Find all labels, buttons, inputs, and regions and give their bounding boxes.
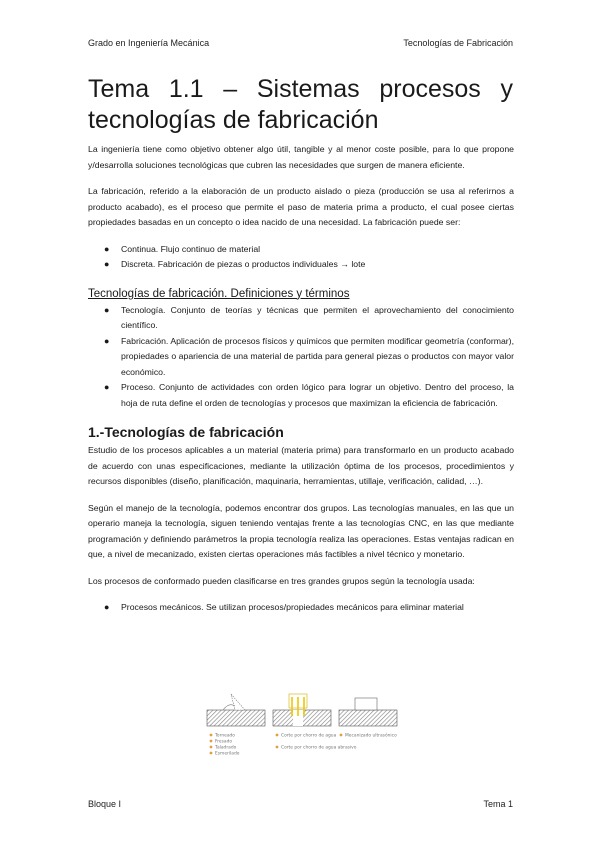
section1-paragraph-2: Según el manejo de la tecnología, podemos encontrar dos grupos. Las tecnologías manuales, en las que un operario maneja la tecnología, siguen teniendo ventajas frente a las tecnologías CNC, en las que mediante programación y definiendo parámetros la propia tecnología realiza las operaciones. Estas ventajas radican en que, a nivel de mecanizado, existen ciertas operaciones más factibles a nivel técnico y monetario.: [88, 502, 514, 559]
section1-paragraph-1: Estudio de los procesos aplicables a un material (materia prima) para transformarlo en un producto acabado de acuerdo con unas especificaciones, mediante la utilización óptima de los procesos, procedimientos y recursos disponibles (diseño, planificación, maquinaria, herramientas, utillaje, verificación, calidad, …).: [88, 445, 514, 486]
list-item: ● Proceso. Conjunto de actividades con orden lógico para lograr un objetivo. Dentro del proceso, la hoja de ruta define el orden de tecnologías y procesos que maximizan la eficiencia de fabricación.: [104, 382, 514, 408]
procesos-list: [88, 600, 514, 616]
fabricacion-paragraph: La fabricación, referido a la elaboración de un producto aislado o pieza (producción se usa al referirnos a producto acabado), es el proceso que permite el paso de materia prima a producto, el cual posee ciertas propiedades basadas en un concepto o idea nacido de una necesidad. La fabricación puede ser:: [88, 186, 514, 227]
workpiece-shape: [207, 710, 265, 726]
intro-paragraph: La ingeniería tiene como objetivo obtener algo útil, tangible y al menor coste posible, para lo que propone y/desarrolla soluciones tecnológicas que cubren las necesidades que surgen de manera eficiente.: [88, 144, 514, 170]
document-body: [88, 142, 514, 626]
svg-text:Corte por chorro de agua abras: Corte por chorro de agua abrasivo: [281, 745, 357, 751]
bullet-icon: ●: [104, 602, 110, 612]
bullet-icon: ●: [104, 304, 110, 315]
svg-text:Mecanizado ultrasónico: Mecanizado ultrasónico: [345, 733, 397, 739]
bullet-icon: ●: [104, 335, 110, 346]
svg-text:Esmerilado: Esmerilado: [215, 751, 240, 757]
section1-paragraph-3: Los procesos de conformado pueden clasificarse en tres grandes grupos según la tecnología usada:: [88, 575, 475, 586]
footer-right: Tema 1: [483, 799, 513, 809]
list-item: ● Tecnología. Conjunto de teorías y técnicas que permiten el aprovechamiento del conocimiento científico.: [104, 304, 514, 330]
list-item: ● Discreta. Fabricación de piezas o productos individuales → lote: [88, 257, 514, 273]
sonotrode-shape: [355, 698, 377, 710]
title-line-2: tecnologías de fabricación: [88, 106, 379, 134]
cutting-tool-shape: [231, 694, 245, 710]
list-item: ● Procesos mecánicos. Se utilizan procesos/propiedades mecánicos para eliminar material: [88, 600, 514, 616]
bullet-icon: ●: [104, 259, 110, 269]
fabricacion-types-list: [88, 242, 514, 273]
machining-panel: [207, 694, 265, 726]
legend-col-3: [340, 732, 397, 739]
figure-svg: [205, 692, 401, 780]
footer-left: Bloque I: [88, 799, 122, 809]
header-left: Grado en Ingeniería Mecánica: [88, 38, 210, 48]
list-item: ● Fabricación. Aplicación de procesos físicos y químicos que permiten modificar geometría (conformar), propiedades o apariencia de una material de partida para general piezas o productos con mayor valor económico.: [104, 335, 514, 377]
header-right: Tecnologías de Fabricación: [403, 38, 513, 48]
section-heading-tecnologias: 1.-Tecnologías de fabricación: [88, 424, 284, 440]
list-item: ● Continua. Flujo continuo de material: [88, 242, 514, 258]
mechanical-processes-figure: [205, 692, 401, 780]
bullet-icon: ●: [104, 382, 110, 392]
ultrasonic-panel: [339, 698, 397, 726]
page-title: [88, 74, 513, 136]
legend-col-1: [210, 733, 240, 757]
waterjet-panel: [273, 694, 331, 726]
page-footer: [88, 799, 513, 809]
title-line-1: Tema 1.1 – Sistemas procesos y: [88, 75, 513, 103]
page-header: [88, 38, 513, 48]
svg-text:Corte por chorro de agua: Corte por chorro de agua: [281, 733, 337, 739]
section-heading-definitions: Tecnologías de fabricación. Definiciones y términos: [88, 287, 350, 300]
svg-text:Torneado: Torneado: [215, 733, 235, 739]
bullet-icon: ●: [104, 243, 110, 254]
workpiece-shape: [339, 710, 397, 726]
definitions-list: [88, 303, 514, 412]
svg-text:Fresado: Fresado: [215, 739, 233, 745]
chip-shape: [223, 705, 235, 710]
svg-text:Taladrado: Taladrado: [215, 745, 237, 751]
